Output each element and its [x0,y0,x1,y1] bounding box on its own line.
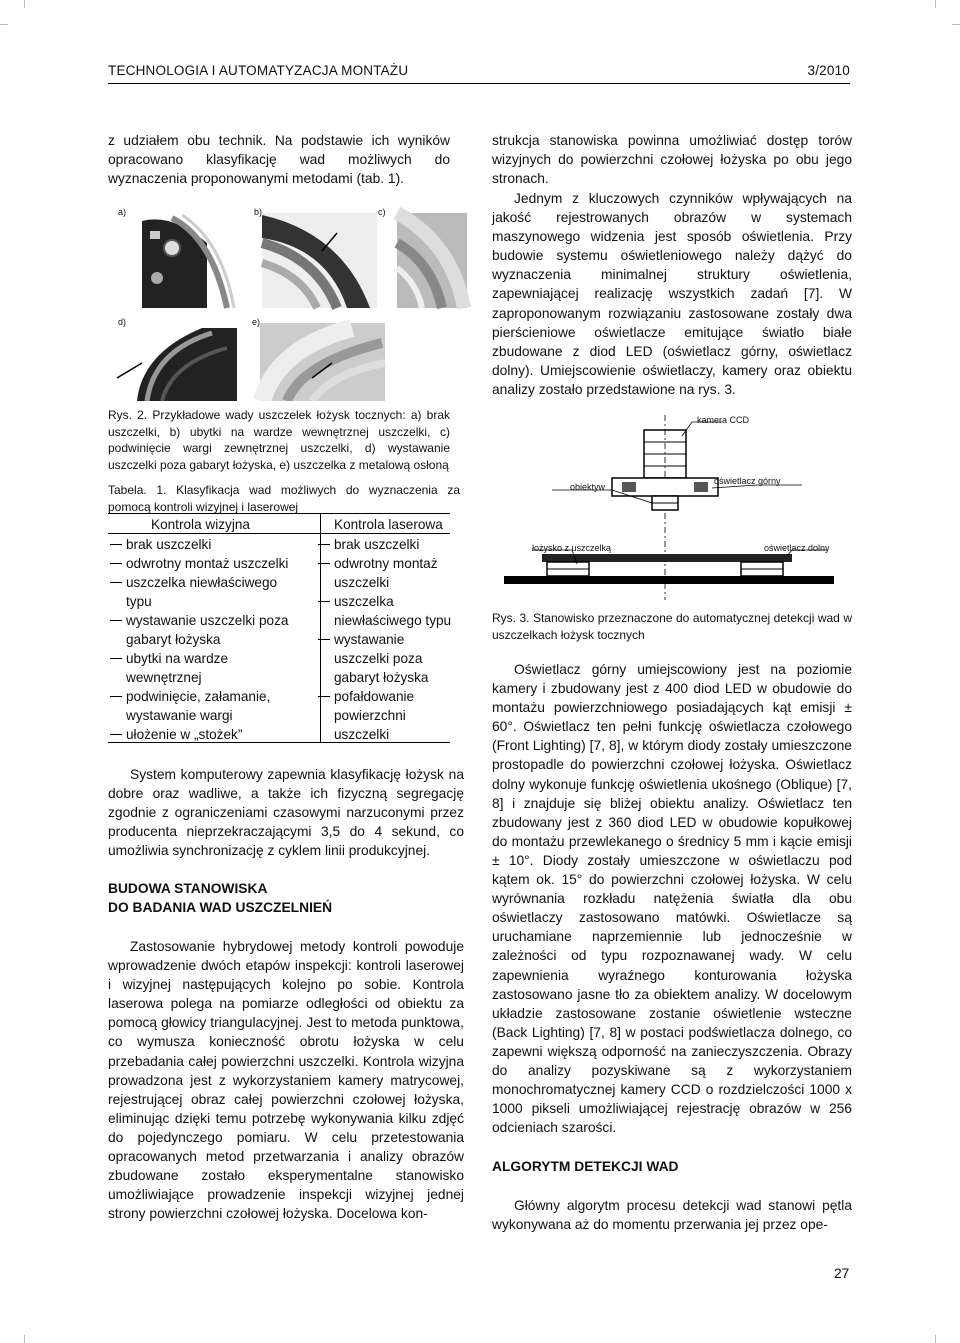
journal-title: TECHNOLOGIA I AUTOMATYZACJA MONTAŻU [108,63,409,78]
table-1-caption: Tabela. 1. Klasyfikacja wad możliwych do wyznaczenia za pomocą kontroli wizyjnej i laserowej [108,483,460,514]
list-item: odwrotny montaż uszczelki [334,556,438,591]
fig2-label-c: c) [378,207,386,217]
figure-3 [492,410,852,605]
list-item: brak uszczelki [334,537,420,552]
list-item: wystawanie uszczelki poza gabaryt łożyska [334,632,429,686]
figure-2-photos [112,203,477,401]
table-header-visual: Kontrola wizyjna [151,517,250,532]
list-dash [110,696,122,697]
right-para-1: strukcja stanowiska powinna umożliwiać dostęp torów wizyjnych do powierzchni czołowej łożyska po obu jego stronach. [492,133,852,187]
running-header [108,63,850,81]
table-header-laser: Kontrola laserowa [334,517,443,532]
list-item: pofałdowanie powierzchni uszczelki [334,689,415,743]
list-dash [318,601,330,602]
list-item: podwinięcie, załamanie, wystawanie wargi [126,689,271,724]
table-divider [320,513,321,743]
left-para-3: Zastosowanie hybrydowej metody kontroli powoduje wprowadzenie dwóch etapów inspekcji: kontroli laserowej i wizyjnej następujących kolejno po sobie. Kontrola laserowa polega na pomiarze odległości od obiektu za pomocą głowicy triangulacyjnej. Jest to metoda punktowa, co wymusza konieczność obrotu łożyska w celu przebadania całej powierzchni uszczelki. Kontrola wizyjna prowadzona jest z wykorzystaniem kamery matrycowej, rejestrującej obraz całej powierzchni czołowej łożyska, eliminując dzięki temu potrzebę wykonywania kilku zdjęć do pojedynczego pomiaru. W celu przetestowania opracowanych metod przetwarzania i analizy obrazów zbudowane zostało eksperymentalne stanowisko umożliwiające prowadzenie inspekcji wizyjnej jednej strony powierzchni czołowej łożyska. Docelowa kon- [108,939,464,1222]
header-rule [108,83,850,84]
list-dash [318,639,330,640]
label-objective: obiektyw [570,482,606,492]
list-dash [110,658,122,659]
figure-2 [112,203,477,401]
left-para-1: z udziałem obu technik. Na podstawie ich wyników opracowano klasyfikację wad możliwych do wyznaczenia proponowanymi metodami (tab. 1). [108,133,450,187]
list-item: ułożenie w „stożek” [126,727,243,742]
photo-a [142,208,237,308]
list-dash [318,563,330,564]
label-bearing: łożysko z uszczelką [532,543,612,553]
figure-3-caption: Rys. 3. Stanowisko przeznaczone do automatycznej detekcji wad w uszczelkach łożysk tocznych [492,611,852,642]
fig2-label-b: b) [254,207,263,217]
fig2-label-e: e) [252,317,261,327]
crop-mark [935,1335,936,1343]
list-dash [110,544,122,545]
list-item: uszczelka niewłaściwego typu [334,594,452,629]
right-para-4: Główny algorytm procesu detekcji wad stanowi pętla wykonywana aż do momentu przerwania jej przez ope- [492,1198,852,1233]
list-item: ubytki na wardze wewnętrznej [126,651,229,686]
photo-e [260,323,385,401]
page-number: 27 [834,1266,850,1281]
list-dash [318,544,330,545]
list-dash [110,734,122,735]
figure-3-diagram [492,410,852,605]
crop-mark [24,0,25,8]
list-dash [110,563,122,564]
crop-mark [935,0,936,8]
list-item: uszczelka niewłaściwego typu [126,575,278,610]
list-dash [110,620,122,621]
left-para-2: System komputerowy zapewnia klasyfikację łożysk na dobre oraz wadliwe, a także ich fizyczną segregację zgodnie z ograniczeniami czasowymi narzuconymi przez producenta nieprzekraczającymi 3,5 do 4 sekund, co umożliwia synchronizację z cyklem linii produkcyjnej. [108,767,464,859]
right-para-3: Oświetlacz górny umiejscowiony jest na poziomie kamery i zbudowany jest z 400 diod LED w obudowie do montażu powierzchniowego posiadających kąt emisji ± 60°. Oświetlacz ten pełni funkcję oświetlacza czołowego (Front Lighting) [7, 8], w którym diody zostały umieszczone prostopadle do powierzchni czołowej łożyska. Oświetlacz dolny wykonuje funkcję oświetlenia ukośnego (Oblique) [7, 8] i znajduje się bliżej obiektu analizy. Oświetlacz ten zbudowany jest z 360 diod LED w obudowie kopułkowej do montażu przewlekanego o średnicy 5 mm i kącie emisji ± 10°. Diody zostały umieszczone w oświetlaczu pod kątem ok. 15° do powierzchni czołowej łożyska. W celu wyrównania rozkładu natężenia światła dla obu oświetlaczy zastosowano matówki. Oświetlacze są uruchamiane naprzemiennie lub jednocześnie w zależności od typu rozpoznawanej wady. W celu zapewnienia wyraźnego konturowania łożyska zastosowano jasne tło za obiektem analizy. W docelowym układzie zastosowane zostanie oświetlenie wsteczne (Back Lighting) [7, 8] w postaci podświetlacza dolnego, co zapewni większą odporność na zanieczyszczenia. Obrazy do analizy pozyskiwane są z wykorzystaniem monochromatycznej kamery CCD o rozdzielczości 1000 x 1000 pikseli umożliwiającej rejestrację obrazów w 256 odcieniach szarości. [492,662,852,1136]
section-heading: BUDOWA STANOWISKA DO BADANIA WAD USZCZELNIEŃ [108,881,333,915]
crop-mark [952,24,960,25]
photo-b [262,213,377,308]
list-item: odwrotny montaż uszczelki [126,556,289,571]
label-camera: kamera CCD [697,415,750,425]
fig2-label-d: d) [118,317,127,327]
list-dash [110,582,122,583]
right-para-2: Jednym z kluczowych czynników wpływających na jakość rejestrowanych obrazów w systemach maszynowego widzenia jest sposób oświetlenia. Przy budowie systemu oświetleniowego należy dążyć do wyznaczenia minimalnej struktury oświetlenia, zapewniającej realizację wszystkich zadań [7]. W zaproponowanym rozwiązaniu zastosowane zostały dwa pierścieniowe oświetlacze emitujące światło białe zbudowane z diod LED (oświetlacz górny, oświetlacz dolny). Umiejscowienie oświetlaczy, kamery oraz obiektu analizy zostało przedstawione na rys. 3. [492,191,852,397]
photo-d [117,323,237,401]
issue-number: 3/2010 [807,63,850,78]
figure-2-caption: Rys. 2. Przykładowe wady uszczelek łożysk tocznych: a) brak uszczelki, b) ubytki na wardze wewnętrznej uszczelki, c) podwinięcie wargi zewnętrznej uszczelki, d) wystawanie uszczelki poza gabaryt łożyska, e) uszczelka z metalową osłoną [108,408,450,472]
algorithm-heading: ALGORYTM DETEKCJI WAD [492,1159,679,1174]
photo-c [397,213,467,308]
list-item: brak uszczelki [126,537,212,552]
list-item: wystawanie uszczelki poza gabaryt łożyska [126,613,289,648]
fig2-label-a: a) [118,207,127,217]
label-bottom-light: oświetlacz dolny [764,543,830,553]
label-top-light: oświetlacz górny [714,476,781,486]
crop-mark [24,1335,25,1343]
list-dash [318,696,330,697]
crop-mark [0,24,8,25]
